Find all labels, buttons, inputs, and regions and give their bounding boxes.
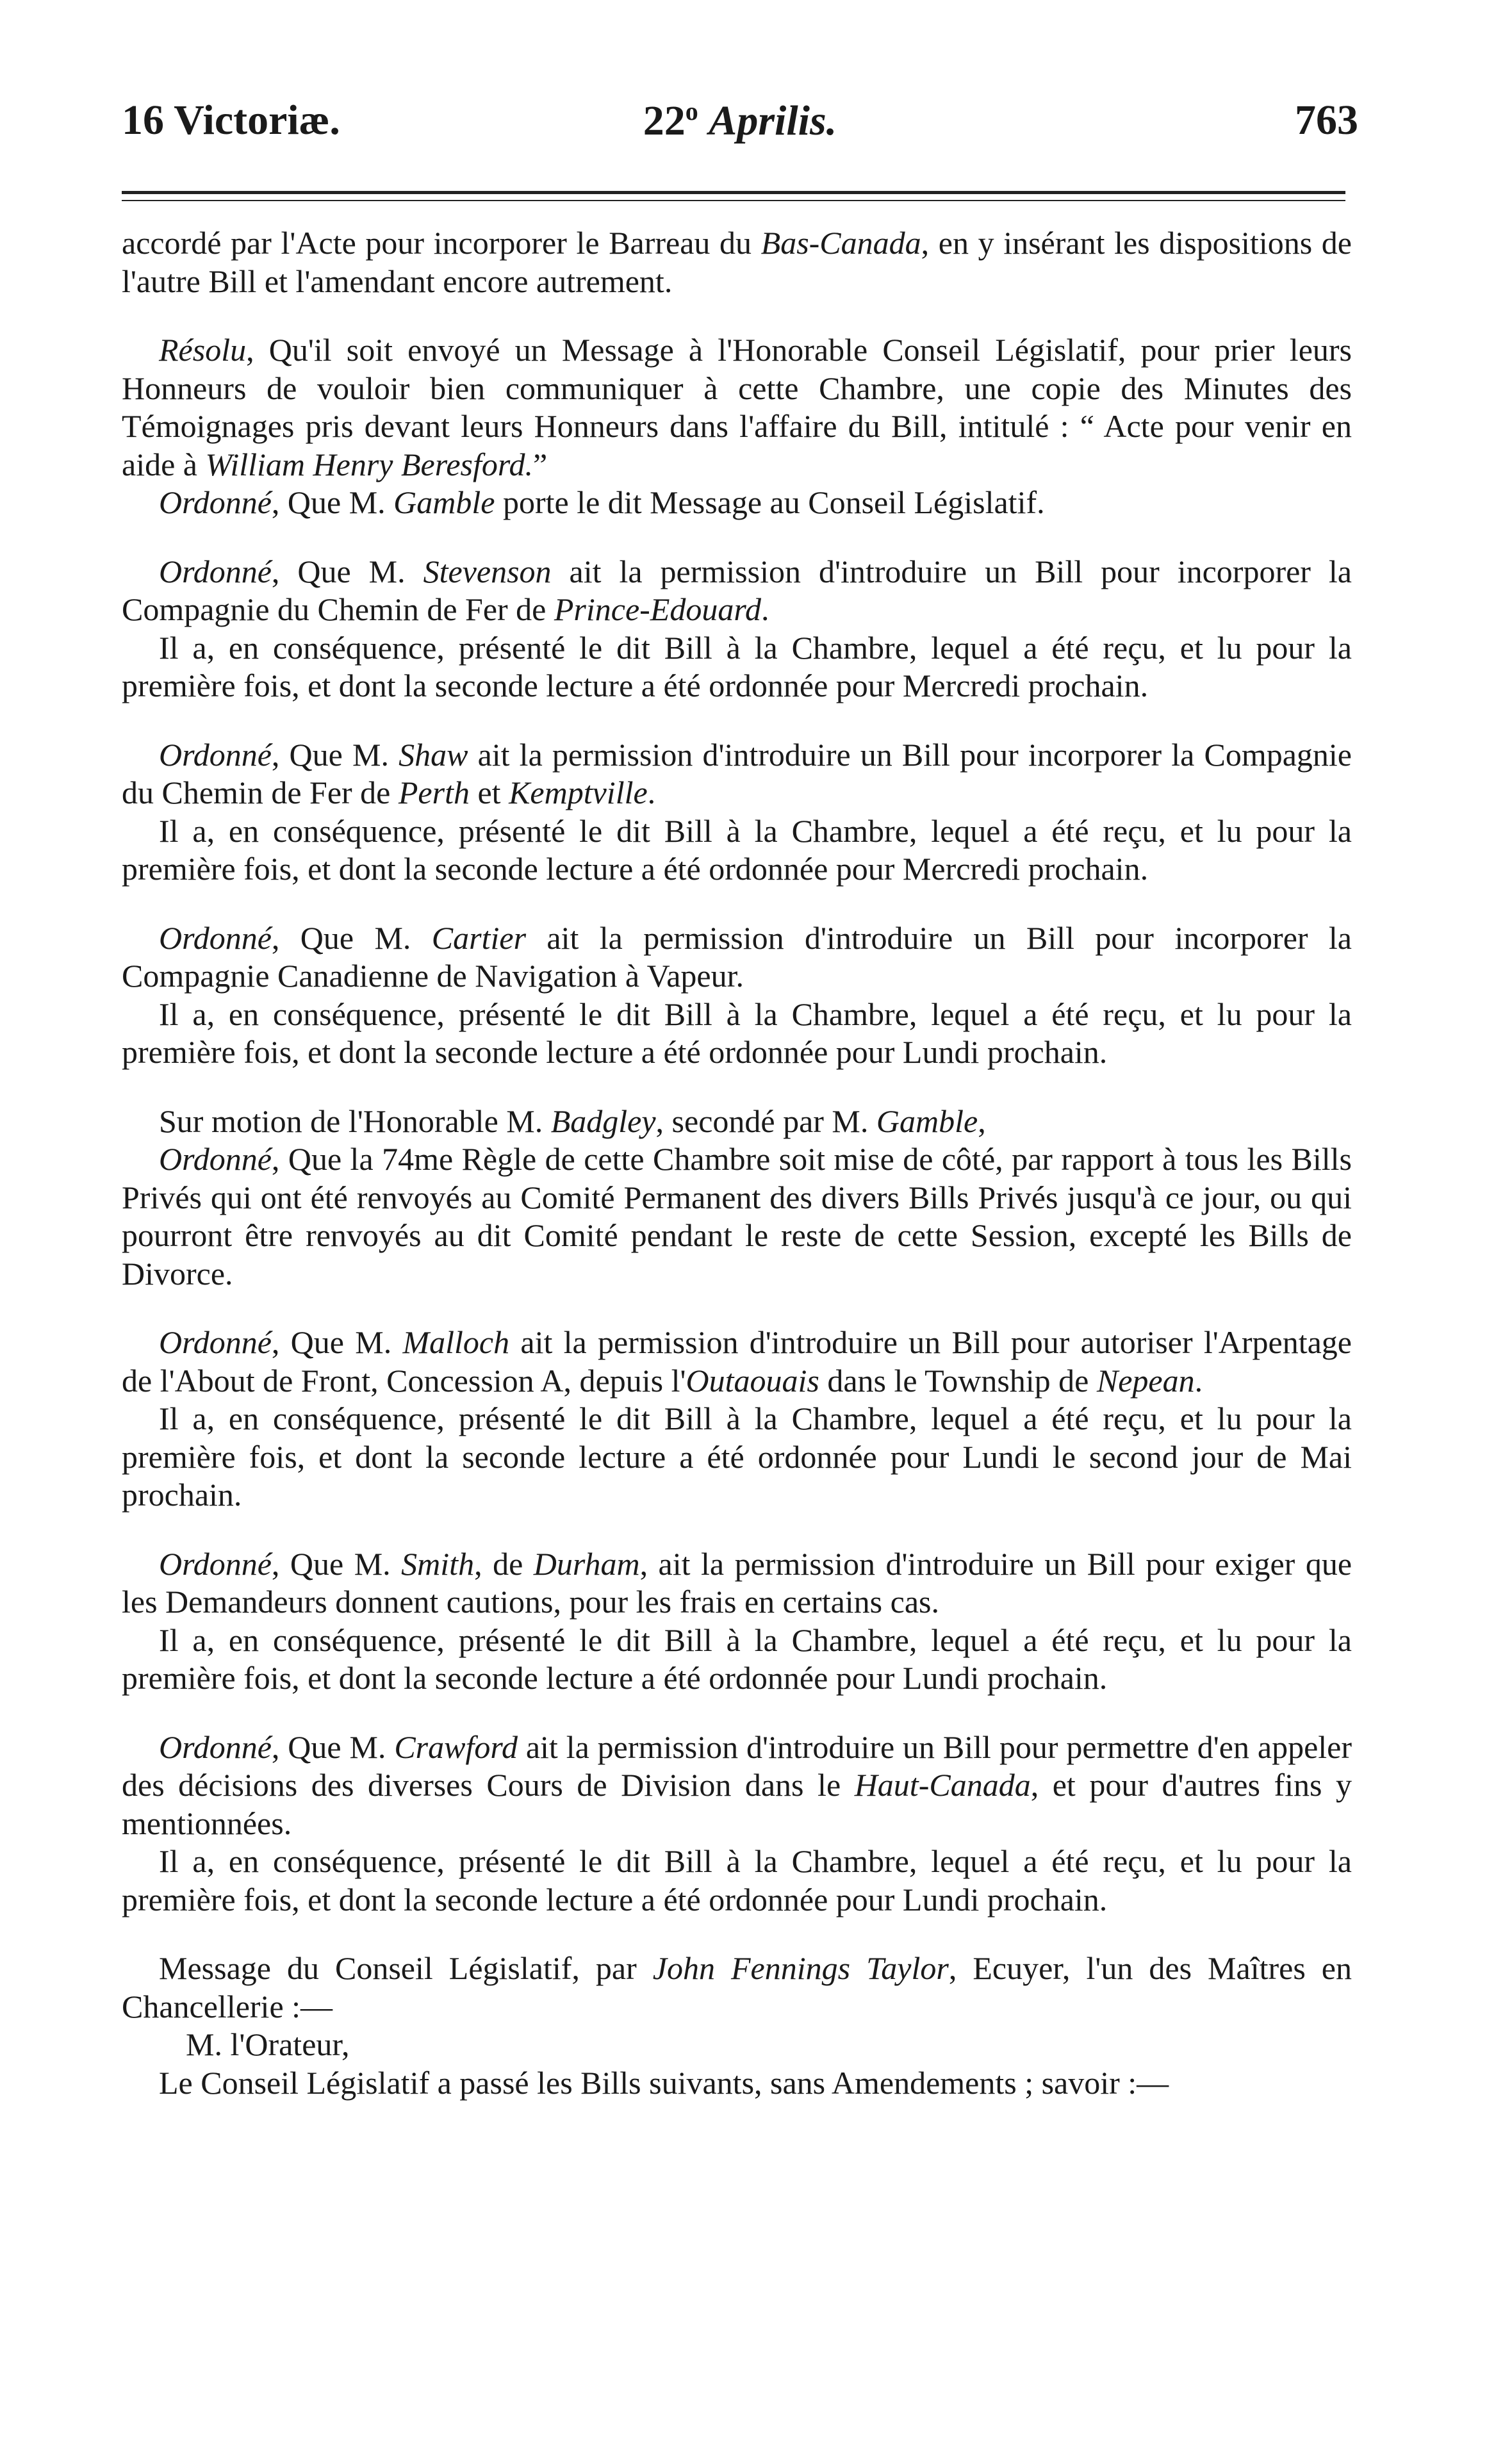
- italic-name: Stevenson: [423, 553, 552, 589]
- text-span: .: [760, 591, 769, 627]
- text-span: , Que la 74me Règle de cette Chambre soit mise de côté, par rapport à tous les Bills Privés qui ont été renvoyés au Comité Permanent des divers Bills Privés jusqu'à ce jour, ou qui pourront être renvoyés au dit Comité pendant le reste de cette Session, excepté les Bills de Divorce.: [122, 1141, 1352, 1292]
- header-month: Aprilis.: [709, 97, 837, 144]
- text-span: , Que M.: [271, 553, 423, 589]
- text-span: porte le dit Message au Conseil Législatif.: [495, 484, 1045, 520]
- text-span: .: [1194, 1362, 1203, 1399]
- text-span: Il a, en conséquence, présenté le dit Bill à la Chambre, lequel a été reçu, et lu pour la première fois, et dont la seconde lecture a été ordonnée pour Mercredi prochain.: [122, 812, 1352, 887]
- text-span: Le Conseil Législatif a passé les Bills suivants, sans Amendements ; savoir :—: [159, 2064, 1169, 2101]
- italic-name: Ordonné: [159, 1728, 272, 1765]
- italic-name: Cartier: [431, 919, 527, 956]
- italic-name: Nepean: [1096, 1362, 1195, 1399]
- text-span: , en y insérant les dispositions de l'autre Bill et l'amendant encore autrement.: [122, 225, 1352, 299]
- text-span: ”: [532, 446, 548, 482]
- italic-name: Bas-Canada: [760, 225, 921, 261]
- text-span: , et pour d'autres fins y mentionnées.: [122, 1767, 1352, 1841]
- text-span: , Que M.: [271, 484, 394, 520]
- text-span: , secondé par M.: [655, 1103, 876, 1139]
- page-number: 763: [1295, 97, 1358, 144]
- paragraph: [122, 996, 1352, 1072]
- italic-name: Shaw: [399, 736, 468, 773]
- italic-name: Ordonné: [159, 553, 272, 589]
- italic-name: John Fennings Taylor: [652, 1950, 949, 1986]
- text-span: ait la permission d'introduire un Bill pour incorporer la Compagnie du Chemin de Fer de: [122, 736, 1352, 810]
- italic-name: Ordonné: [159, 736, 272, 773]
- paragraph: [122, 2026, 1352, 2064]
- italic-name: Prince-Edouard: [554, 591, 761, 627]
- text-span: , Que M.: [271, 919, 432, 956]
- text-span: , de: [474, 1545, 534, 1582]
- paragraph: [122, 1843, 1352, 1919]
- italic-name: Kemptville: [509, 775, 648, 810]
- paragraph: [122, 1103, 1352, 1141]
- text-span: , ait la permission d'introduire un Bill pour exiger que les Demandeurs donnent cautions, pour les frais en certains cas.: [122, 1545, 1352, 1620]
- text-span: , Ecuyer, l'un des Maîtres en Chancellerie :—: [122, 1950, 1352, 2024]
- text-span: Il a, en conséquence, présenté le dit Bill à la Chambre, lequel a été reçu, et lu pour la première fois, et dont la seconde lecture a été ordonnée pour Lundi prochain.: [122, 1622, 1352, 1696]
- text-span: Message du Conseil Législatif, par: [159, 1950, 653, 1986]
- header-rule-thick: [122, 191, 1345, 194]
- text-span: Il a, en conséquence, présenté le dit Bill à la Chambre, lequel a été reçu, et lu pour la première fois, et dont la seconde lecture a été ordonnée pour Lundi prochain.: [122, 996, 1352, 1070]
- text-span: ait la permission d'introduire un Bill pour incorporer la Compagnie Canadienne de Navigation à Vapeur.: [122, 919, 1352, 994]
- text-span: Il a, en conséquence, présenté le dit Bill à la Chambre, lequel a été reçu, et lu pour la première fois, et dont la seconde lecture a été ordonnée pour Lundi prochain.: [122, 1843, 1352, 1917]
- italic-name: Perth: [398, 775, 470, 810]
- text-span: ,: [978, 1103, 986, 1139]
- text-span: ait la permission d'introduire un Bill pour incorporer la Compagnie du Chemin de Fer de: [122, 553, 1352, 627]
- italic-name: William Henry Beresford.: [205, 446, 533, 482]
- paragraph: [122, 1400, 1352, 1515]
- paragraph: [122, 1950, 1352, 2026]
- italic-name: Haut-Canada: [854, 1767, 1031, 1803]
- paragraph: [122, 629, 1352, 705]
- text-span: , Qu'il soit envoyé un Message à l'Honorable Conseil Législatif, pour prier leurs Honneurs de vouloir bien communiquer à cette Chambre, une copie des Minutes des Témoignages pris devant leurs Honneurs dans l'affaire du Bill, intitulé : “ Acte pour venir en aide à: [122, 332, 1352, 482]
- paragraph: [122, 812, 1352, 889]
- document-body: [122, 224, 1352, 2102]
- italic-name: Résolu: [159, 332, 247, 368]
- paragraph: [122, 919, 1352, 996]
- italic-name: Ordonné: [159, 1141, 272, 1177]
- paragraph: [122, 224, 1352, 300]
- paragraph: [122, 1622, 1352, 1698]
- italic-name: Ordonné: [159, 1545, 272, 1582]
- text-span: et: [469, 775, 509, 810]
- italic-name: Ordonné: [159, 484, 272, 520]
- paragraph: [122, 484, 1352, 522]
- text-span: Il a, en conséquence, présenté le dit Bill à la Chambre, lequel a été reçu, et lu pour la première fois, et dont la seconde lecture a été ordonnée pour Lundi le second jour de Mai prochain.: [122, 1400, 1352, 1513]
- italic-name: Ordonné: [159, 919, 272, 956]
- text-span: ait la permission d'introduire un Bill pour autoriser l'Arpentage de l'About de Front, Concession A, depuis l': [122, 1324, 1352, 1399]
- text-span: , Que M.: [271, 1324, 403, 1360]
- paragraph: [122, 331, 1352, 484]
- text-span: Il a, en conséquence, présenté le dit Bill à la Chambre, lequel a été reçu, et lu pour la première fois, et dont la seconde lecture a été ordonnée pour Mercredi prochain.: [122, 629, 1352, 703]
- header-rule-thin: [122, 200, 1345, 201]
- header-day: 22: [643, 97, 686, 144]
- paragraph: [122, 553, 1352, 629]
- text-span: .: [647, 775, 656, 810]
- italic-name: Outaouais: [686, 1362, 819, 1399]
- italic-name: Gamble: [393, 484, 495, 520]
- italic-name: Durham: [533, 1545, 640, 1582]
- italic-name: Gamble: [876, 1103, 978, 1139]
- text-span: M. l'Orateur,: [186, 2026, 350, 2062]
- text-span: , Que M.: [271, 1545, 402, 1582]
- italic-name: Crawford: [394, 1728, 518, 1765]
- text-span: ait la permission d'introduire un Bill pour permettre d'en appeler des décisions des diverses Cours de Division dans le: [122, 1728, 1352, 1803]
- italic-name: Smith: [401, 1545, 475, 1582]
- page-header: [122, 96, 1358, 154]
- text-span: accordé par l'Acte pour incorporer le Barreau du: [122, 225, 761, 261]
- paragraph: [122, 1324, 1352, 1400]
- header-regnal-year: 16 Victoriæ.: [122, 97, 340, 144]
- text-span: , Que M.: [271, 736, 399, 773]
- italic-name: Malloch: [402, 1324, 510, 1360]
- header-date: [122, 96, 1358, 145]
- paragraph: [122, 1728, 1352, 1843]
- text-span: dans le Township de: [819, 1362, 1097, 1399]
- paragraph: [122, 1140, 1352, 1293]
- text-span: Sur motion de l'Honorable M.: [159, 1103, 551, 1139]
- text-span: , Que M.: [271, 1728, 395, 1765]
- header-day-suffix: o: [685, 97, 698, 126]
- paragraph: [122, 1545, 1352, 1622]
- italic-name: Badgley: [550, 1103, 656, 1139]
- paragraph: [122, 2064, 1352, 2103]
- paragraph: [122, 736, 1352, 812]
- italic-name: Ordonné: [159, 1324, 272, 1360]
